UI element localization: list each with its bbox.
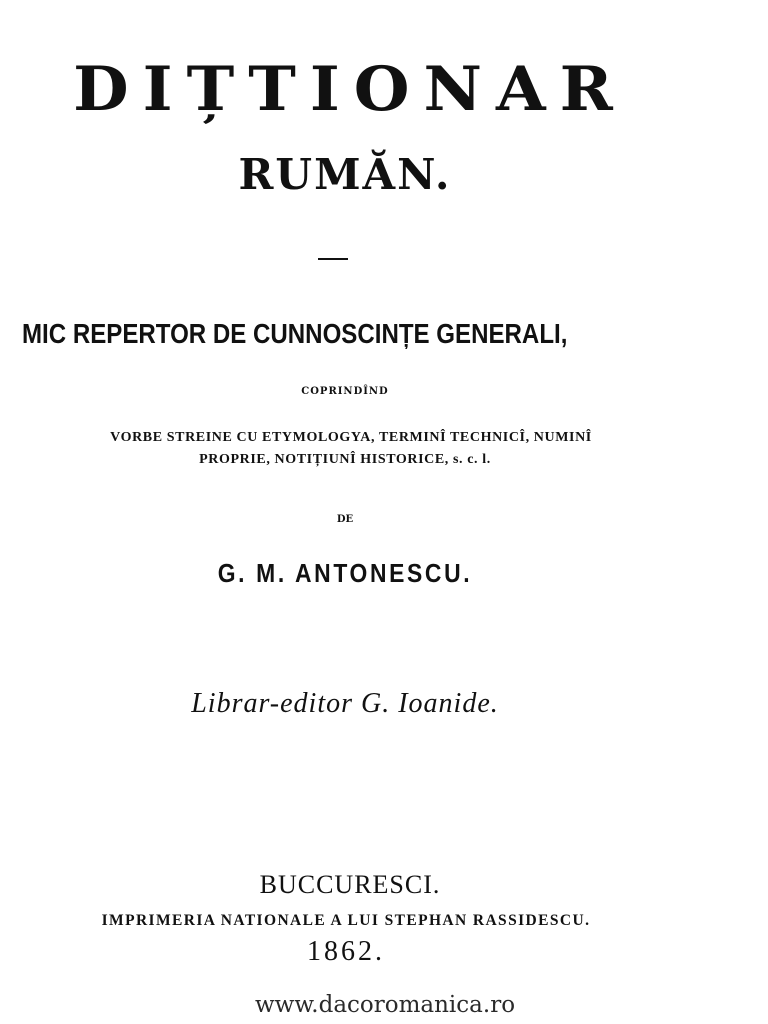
description-line-1: VORBE STREINE CU ETYMOLOGYA, TERMINÎ TECHNICÎ, NUMINÎ bbox=[110, 430, 592, 445]
website-url[interactable]: www.dacoromanica.ro bbox=[254, 992, 516, 1018]
by-label: DE bbox=[336, 514, 354, 525]
book-subtitle: RUMĂN. bbox=[238, 150, 452, 199]
author-name: G. M. ANTONESCU. bbox=[217, 558, 473, 588]
book-heading: MIC REPERTOR DE CUNNOSCINȚE GENERALI, bbox=[22, 318, 568, 349]
printer-line: IMPRIMERIA NATIONALE A LUI STEPHAN RASSIDESCU. bbox=[101, 912, 591, 929]
publisher-line: Librar-editor G. Ioanide. bbox=[191, 688, 499, 719]
publication-year: 1862. bbox=[307, 936, 385, 967]
city-name: BUCCURESCI. bbox=[259, 870, 441, 899]
description-line-2: PROPRIE, NOTIȚIUNÎ HISTORICE, s. c. l. bbox=[199, 452, 491, 467]
book-title: DIȚTIONAR bbox=[73, 53, 627, 126]
separator-dash bbox=[318, 258, 348, 260]
coprinzind-label: COPRINDÎND bbox=[301, 386, 389, 397]
